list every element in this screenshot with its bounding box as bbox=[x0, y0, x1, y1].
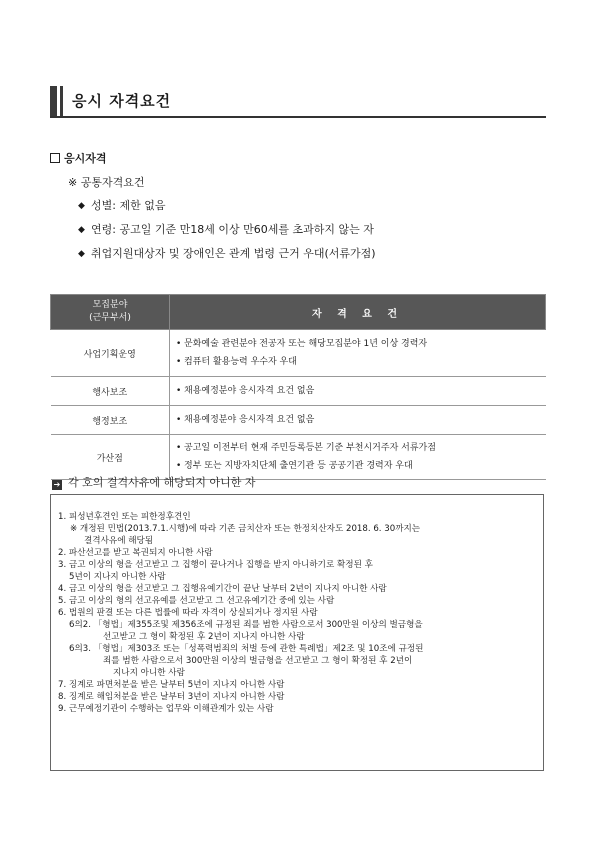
list-item: 5년이 지나지 아니한 사람 bbox=[69, 572, 166, 582]
list-item: 3. 금고 이상의 형을 선고받고 그 집행이 끝나거나 집행을 받지 아니하기로 확정된 후 bbox=[58, 560, 373, 570]
list-item: ※ 개정된 민법(2013.7.1.시행)에 따라 기존 금치산자 또는 한정치산자도 2018. 6. 30까지는 bbox=[70, 524, 421, 534]
square-bullet-icon bbox=[50, 153, 60, 163]
disqualification-title-text: 각 호의 결격사유에 해당되지 아니한 자 bbox=[68, 476, 256, 489]
header-requirements: 자 격 요 건 bbox=[170, 295, 546, 330]
common-requirements-label: ※ 공통자격요건 bbox=[68, 176, 145, 189]
table-cell-item: • 채용예정분야 응시자격 요건 없음 bbox=[176, 382, 546, 400]
table-row bbox=[51, 330, 546, 377]
table-cell-item: • 정부 또는 지방자치단체 출연기관 등 공공기관 경력자 우대 bbox=[176, 457, 546, 475]
table-cell-item: • 문화예술 관련분야 전공자 또는 해당모집분야 1년 이상 경력자 bbox=[176, 335, 546, 353]
list-item: 죄를 범한 사람으로서 300만원 이상의 벌금형을 선고받고 그 형이 확정된 후 2년이 bbox=[103, 656, 413, 666]
table-cell-item: • 공고일 이전부터 현재 주민등록등본 기준 부천시거주자 서류가점 bbox=[176, 439, 546, 457]
table-cell-items bbox=[170, 330, 546, 377]
list-item: 2. 파산선고를 받고 복권되지 아니한 사람 bbox=[58, 548, 213, 558]
table-cell-category: 사업기획운영 bbox=[51, 330, 170, 377]
section-title-text: 응시자격 bbox=[64, 152, 107, 165]
list-item: 6의2. 「형법」제355조및 제356조에 규정된 죄를 범한 사람으로서 300만원 이상의 벌금형을 bbox=[69, 620, 423, 630]
disqualification-title bbox=[52, 474, 256, 490]
header-bar-decoration bbox=[50, 86, 57, 116]
list-item: 결격사유에 해당됨 bbox=[84, 536, 154, 546]
list-item: 9. 근무예정기관이 수행하는 업무와 이해관계가 있는 사람 bbox=[58, 704, 274, 714]
list-item: 선고받고 그 형이 확정된 후 2년이 지나지 아니한 사람 bbox=[103, 632, 305, 642]
header-department-line2: (근무부서) bbox=[89, 313, 131, 323]
arrow-right-icon: ➔ bbox=[53, 480, 61, 489]
list-item: 지나지 아니한 사람 bbox=[113, 668, 185, 678]
table-cell-category: 가산점 bbox=[51, 435, 170, 480]
list-item bbox=[78, 199, 376, 223]
page-header bbox=[50, 86, 546, 118]
page-title: 응시 자격요건 bbox=[72, 92, 172, 110]
disqualification-box bbox=[50, 494, 544, 771]
table-cell-items bbox=[170, 406, 546, 435]
table-cell-items bbox=[170, 377, 546, 406]
list-item: 8. 징계로 해임처분을 받은 날부터 3년이 지나지 아니한 사람 bbox=[58, 692, 285, 702]
diamond-bullet-icon: ◆ bbox=[78, 249, 85, 259]
requirements-list bbox=[78, 199, 376, 271]
section-title bbox=[50, 150, 107, 166]
list-item: 4. 금고 이상의 형을 선고받고 그 집행유예기간이 끝난 날부터 2년이 지나지 아니한 사람 bbox=[58, 584, 387, 594]
table-row bbox=[51, 377, 546, 406]
table-cell-category: 행정보조 bbox=[51, 406, 170, 435]
list-item-text: 성별: 제한 없음 bbox=[91, 199, 166, 212]
list-item-text: 취업지원대상자 및 장애인은 관계 법령 근거 우대(서류가점) bbox=[91, 247, 376, 260]
list-item: 6. 법원의 판결 또는 다른 법률에 따라 자격이 상실되거나 정지된 사람 bbox=[58, 608, 318, 618]
table-cell-category: 행사보조 bbox=[51, 377, 170, 406]
diamond-bullet-icon: ◆ bbox=[78, 201, 85, 211]
header-department-line1: 모집분야 bbox=[92, 300, 128, 310]
table-cell-item: • 컴퓨터 활용능력 우수자 우대 bbox=[176, 353, 546, 371]
diamond-bullet-icon: ◆ bbox=[78, 225, 85, 235]
list-item: 1. 피성년후견인 또는 피한정후견인 bbox=[58, 512, 191, 522]
table-row bbox=[51, 406, 546, 435]
list-item: 6의3. 「형법」제303조 또는「성폭력범죄의 처벌 등에 관한 특례법」제2조 및 10조에 규정된 bbox=[69, 644, 424, 654]
table-header-row bbox=[51, 295, 546, 330]
header-bar-decoration-thin bbox=[60, 86, 63, 116]
list-item-text: 연령: 공고일 기준 만18세 이상 만60세를 초과하지 않는 자 bbox=[91, 223, 374, 236]
header-department bbox=[51, 295, 170, 330]
disqualification-list bbox=[58, 511, 423, 715]
list-item bbox=[78, 247, 376, 271]
list-item: 7. 징계로 파면처분을 받은 날부터 5년이 지나지 아니한 사람 bbox=[58, 680, 285, 690]
list-item bbox=[78, 223, 376, 247]
table-row bbox=[51, 435, 546, 480]
table-cell-items bbox=[170, 435, 546, 480]
table-cell-item: • 채용예정분야 응시자격 요건 없음 bbox=[176, 411, 546, 429]
list-item: 5. 금고 이상의 형의 선고유예를 선고받고 그 선고유예기간 중에 있는 사람 bbox=[58, 596, 335, 606]
qualifications-table bbox=[50, 294, 546, 480]
